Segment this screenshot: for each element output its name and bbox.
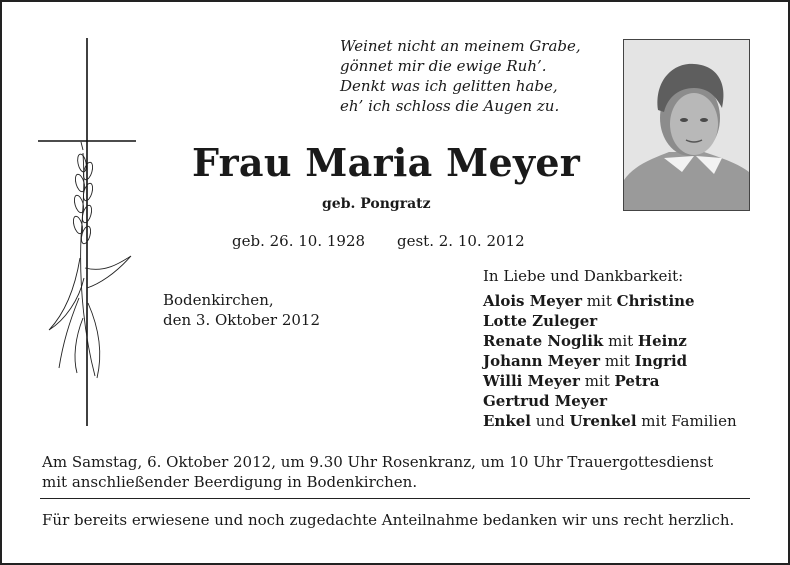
place-city: Bodenkirchen, — [163, 291, 274, 309]
mourner-connector: mit — [603, 332, 638, 350]
place-date — [163, 290, 320, 330]
portrait-photo — [623, 39, 750, 211]
funeral-line: mit anschließender Beerdigung in Bodenkirchen. — [42, 473, 418, 491]
poem-line: gönnet mir die ewige Ruh’. — [340, 57, 547, 75]
deceased-name: Frau Maria Meyer — [192, 140, 581, 185]
mourner-connector: mit Familien — [636, 412, 737, 430]
mourner-name: Renate Noglik — [483, 332, 604, 350]
mourner-line — [483, 311, 737, 331]
mourner-name: Alois Meyer — [483, 292, 583, 310]
mourner-connector: und — [530, 412, 570, 430]
birth-date: geb. 26. 10. 1928 — [232, 232, 366, 250]
mourner-name: Johann Meyer — [483, 352, 601, 370]
mourner-name: Willi Meyer — [483, 372, 580, 390]
mourner-connector: mit — [579, 372, 615, 390]
mourner-line — [483, 331, 737, 351]
mourner-name: Enkel — [483, 412, 531, 430]
mourner-name: Lotte Zuleger — [483, 312, 598, 330]
funeral-line: Am Samstag, 6. Oktober 2012, um 9.30 Uhr Rosenkranz, um 10 Uhr Trauergottesdienst — [42, 453, 714, 471]
poem-line: Denkt was ich gelitten habe, — [340, 77, 558, 95]
mourner-line — [483, 351, 737, 371]
mourners-heading: In Liebe und Dankbarkeit: — [483, 267, 684, 285]
death-date: gest. 2. 10. 2012 — [397, 232, 525, 250]
maiden-name: geb. Pongratz — [322, 196, 431, 212]
poem-line: Weinet nicht an meinem Grabe, — [340, 37, 581, 55]
mourner-name: Ingrid — [634, 352, 688, 370]
mourner-connector: mit — [600, 352, 635, 370]
portrait-illustration — [624, 40, 749, 210]
mourner-line — [483, 291, 737, 311]
cross-with-wheat-icon — [35, 38, 140, 428]
mourner-line — [483, 411, 737, 431]
mourner-name: Gertrud Meyer — [483, 392, 608, 410]
mourner-name: Petra — [614, 372, 660, 390]
poem — [340, 36, 581, 116]
poem-line: eh’ ich schloss die Augen zu. — [340, 97, 560, 115]
mourner-name: Urenkel — [569, 412, 637, 430]
mourner-line — [483, 371, 737, 391]
mourner-connector: mit — [582, 292, 617, 310]
mourner-name: Christine — [616, 292, 695, 310]
divider — [40, 498, 750, 499]
funeral-info — [42, 452, 713, 492]
mourner-name: Heinz — [637, 332, 687, 350]
closing-thanks: Für bereits erwiesene und noch zugedachte Anteilnahme bedanken wir uns recht herzlich. — [42, 511, 735, 529]
mourners-list — [483, 291, 737, 431]
mourner-line — [483, 391, 737, 411]
place-date-line: den 3. Oktober 2012 — [163, 311, 321, 329]
